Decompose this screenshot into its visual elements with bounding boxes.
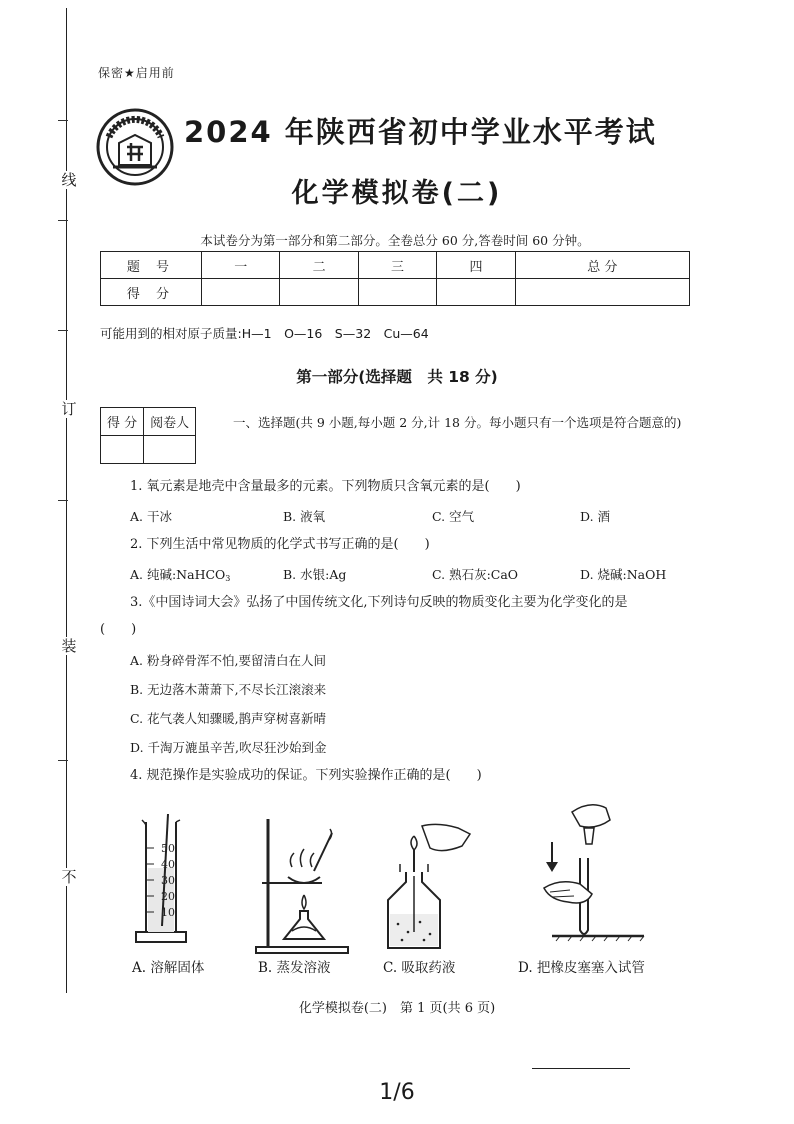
binding-tick [58, 220, 68, 221]
score-cell-header: 总 分 [515, 252, 689, 279]
atomic-masses: 可能用到的相对原子质量:H—1 O—16 S—32 Cu—64 [100, 326, 429, 341]
question-2-option-b[interactable]: B. 水银:Ag [283, 567, 347, 582]
exam-intro: 本试卷分为第一部分和第二部分。全卷总分 60 分,答卷时间 60 分钟。 [200, 233, 590, 248]
question-3-option-d[interactable]: D. 千淘万漉虽辛苦,吹尽狂沙始到金 [130, 740, 327, 755]
cylinder-scale-50: 50 [161, 842, 175, 855]
figure-caption-b[interactable]: B. 蒸发溶液 [258, 960, 331, 976]
confidential-label: 保密★启用前 [98, 66, 175, 80]
score-table [100, 251, 690, 306]
question-3-option-c[interactable]: C. 花气袭人知骤暖,鹊声穿树喜新晴 [130, 711, 327, 726]
part1-title: 第一部分(选择题 共 18 分) [296, 368, 498, 386]
subscript-3: 3 [225, 574, 231, 583]
section-instructions: 一、选择题(共 9 小题,每小题 2 分,计 18 分。每小题只有一个选项是符合题意的) [233, 415, 682, 430]
question-2-option-d[interactable]: D. 烧碱:NaOH [580, 567, 667, 582]
evaporation-figure [252, 815, 352, 955]
binding-word: 装 [61, 637, 77, 655]
binding-tick [58, 120, 68, 121]
question-3-option-b[interactable]: B. 无边落木萧萧下,不尽长江滚滚来 [130, 682, 327, 697]
page-footer: 化学模拟卷(二) 第 1 页(共 6 页) [298, 1001, 496, 1016]
score-cell-header: 题 号 [101, 252, 202, 279]
grader-cell-blank[interactable] [101, 436, 144, 464]
page-indicator: 1/6 [379, 1080, 415, 1105]
score-cell-blank[interactable] [515, 279, 689, 306]
question-3-option-a[interactable]: A. 粉身碎骨浑不怕,要留清白在人间 [130, 653, 326, 668]
cylinder-scale-10: 10 [161, 906, 175, 919]
exam-subtitle: 化学模拟卷(二) [291, 178, 503, 209]
score-table-score-row [101, 279, 690, 306]
rubber-stopper-figure [540, 798, 650, 943]
signature-line [532, 1068, 630, 1069]
binding-word: 线 [61, 171, 77, 189]
grader-header-reviewer: 阅卷人 [144, 408, 196, 436]
question-1-option-d[interactable]: D. 酒 [580, 509, 611, 524]
score-cell-header: 四 [437, 252, 515, 279]
question-2-option-c[interactable]: C. 熟石灰:CaO [432, 567, 519, 582]
question-2-option-a-text: A. 纯碱:NaHCO [130, 567, 226, 582]
cylinder-scale-40: 40 [161, 858, 175, 871]
score-cell-label: 得 分 [101, 279, 202, 306]
grader-cell-blank[interactable] [144, 436, 196, 464]
question-1-option-c[interactable]: C. 空气 [432, 509, 475, 524]
figure-caption-a[interactable]: A. 溶解固体 [132, 960, 205, 976]
exam-title: 2024 年陕西省初中学业水平考试 [184, 115, 657, 149]
figure-caption-c[interactable]: C. 吸取药液 [383, 960, 456, 976]
question-2-option-a[interactable] [130, 565, 230, 583]
question-3-stem-cont: ( ) [100, 622, 137, 637]
question-1-stem: 1. 氧元素是地壳中含量最多的元素。下列物质只含氧元素的是( ) [130, 479, 521, 494]
score-cell-blank[interactable] [202, 279, 280, 306]
binding-tick [58, 500, 68, 501]
score-cell-blank[interactable] [280, 279, 358, 306]
cylinder-scale-30: 30 [161, 874, 175, 887]
binding-word: 订 [61, 400, 77, 418]
graduated-cylinder-figure [132, 808, 202, 954]
binding-tick [58, 330, 68, 331]
score-cell-header: 一 [202, 252, 280, 279]
question-3-stem: 3.《中国诗词大会》弘扬了中国传统文化,下列诗句反映的物质变化主要为化学变化的是 [130, 595, 628, 610]
grader-header-score: 得 分 [101, 408, 144, 436]
question-1-option-a[interactable]: A. 干冰 [130, 509, 172, 524]
binding-word: 不 [61, 868, 77, 886]
cylinder-scale-20: 20 [161, 890, 175, 903]
question-1-option-b[interactable]: B. 液氧 [283, 509, 326, 524]
score-cell-blank[interactable] [437, 279, 515, 306]
grader-table [100, 407, 196, 464]
question-2-stem: 2. 下列生活中常见物质的化学式书写正确的是( ) [130, 537, 430, 552]
dropper-figure [378, 820, 478, 955]
question-4-stem: 4. 规范操作是实验成功的保证。下列实验操作正确的是( ) [130, 768, 482, 783]
score-cell-header: 三 [358, 252, 436, 279]
score-cell-header: 二 [280, 252, 358, 279]
binding-tick [58, 760, 68, 761]
score-table-header-row [101, 252, 690, 279]
figure-caption-d[interactable]: D. 把橡皮塞塞入试管 [518, 960, 645, 976]
score-cell-blank[interactable] [358, 279, 436, 306]
